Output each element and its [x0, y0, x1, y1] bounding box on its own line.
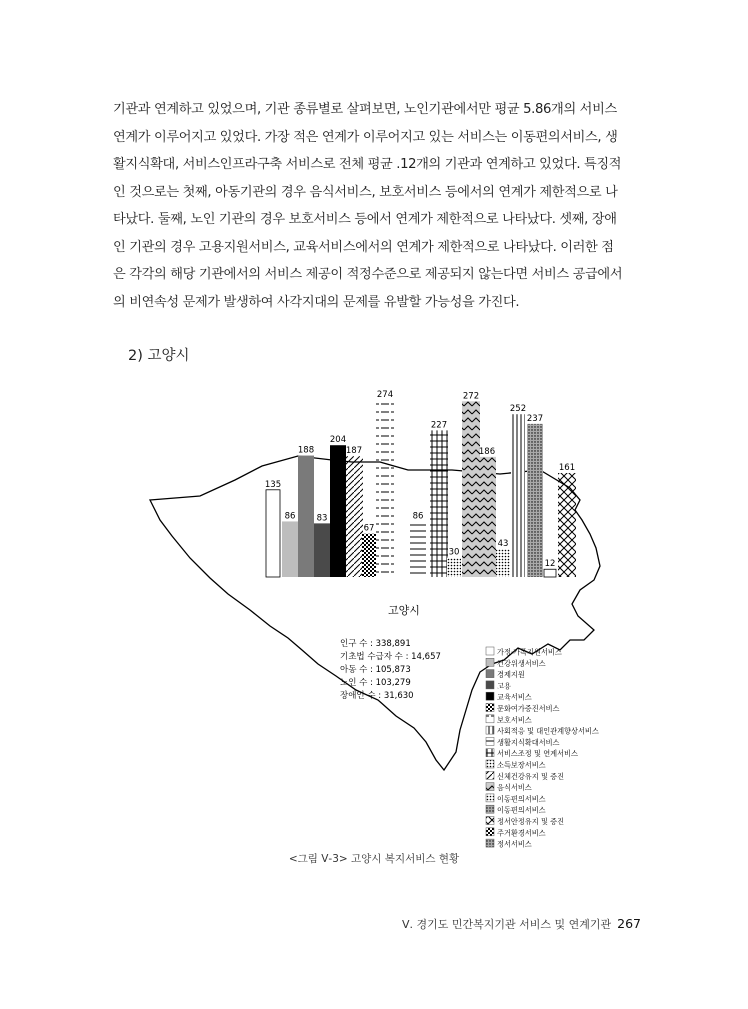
- legend-swatch: [486, 839, 494, 847]
- bar: [298, 456, 314, 577]
- legend-label: 고용: [497, 681, 511, 691]
- bar: [314, 523, 330, 577]
- bar-value-label: 135: [264, 479, 282, 490]
- legend-swatch: [486, 760, 494, 768]
- bar-value-label: 186: [478, 446, 496, 457]
- legend-label: 정서서비스: [497, 839, 532, 849]
- paragraph-line: 연계가 이루어지고 있었다. 가장 적은 연계가 이루어지고 있는 서비스는 이동편의서비스, 생: [113, 129, 618, 145]
- paragraph-line: 인 것으로는 첫째, 아동기관의 경우 음식서비스, 보호서비스 등에서의 연계가 제한적으로 나: [113, 184, 618, 200]
- page-number: 267: [617, 916, 641, 931]
- bar: [345, 456, 363, 577]
- legend-label: 사회적응 및 대인관계향상서비스: [497, 726, 599, 736]
- legend-swatch: [486, 681, 494, 689]
- legend-label: 서비스조정 및 연계서비스: [497, 749, 578, 759]
- footer-chapter: Ⅴ. 경기도 민간복지기관 서비스 및 연계기관: [401, 918, 612, 931]
- paragraph-line: 타났다. 둘째, 노인 기관의 경우 보호서비스 등에서 연계가 제한적으로 나타났다. 셋째, 장애: [113, 212, 617, 227]
- stat-line: 아동 수 : 105,873: [340, 665, 411, 675]
- map-title: 고양시: [388, 604, 420, 617]
- bar: [266, 490, 280, 577]
- bar-value-label: 12: [544, 559, 556, 570]
- legend-swatch: [486, 783, 494, 791]
- paragraph-line: 의 비연속성 문제가 발생하여 사각지대의 문제를 유발할 가능성을 가진다.: [113, 294, 520, 310]
- legend-swatch: [486, 749, 494, 757]
- legend-swatch: [486, 704, 494, 712]
- bar: [511, 414, 525, 577]
- legend-label: 가정·가족지원서비스: [497, 647, 562, 657]
- legend-label: 음식서비스: [497, 783, 532, 793]
- bar: [430, 430, 448, 577]
- bar: [447, 558, 461, 577]
- service-legend: [486, 647, 599, 849]
- bar: [558, 473, 576, 577]
- legend-label: 소득보장서비스: [497, 760, 546, 770]
- paragraph-line: 인 기관의 경우 고용지원서비스, 교육서비스에서의 연계가 제한적으로 나타났다. 이러한 점: [113, 239, 614, 255]
- legend-label: 건강위생서비스: [497, 658, 546, 668]
- legend-swatch: [486, 805, 494, 813]
- bar-chart: [265, 390, 576, 577]
- bar-value-label: 252: [509, 404, 527, 415]
- bar-value-label: 43: [497, 539, 509, 550]
- legend-label: 정서안정유지 및 증진: [497, 817, 565, 826]
- legend-label: 보호서비스: [497, 715, 532, 725]
- bar: [496, 549, 510, 577]
- legend-swatch: [486, 647, 494, 655]
- stat-line: 인구 수 : 338,891: [340, 639, 411, 649]
- legend-swatch: [486, 715, 494, 723]
- bar-value-label: 272: [462, 391, 480, 402]
- bar-value-label: 204: [329, 435, 347, 446]
- bar-value-label: 274: [376, 390, 394, 400]
- bar: [330, 445, 346, 577]
- legend-label: 이동편의서비스: [497, 805, 546, 815]
- bar-value-label: 86: [284, 511, 296, 522]
- bar: [410, 521, 426, 577]
- legend-swatch: [486, 658, 494, 666]
- legend-swatch: [486, 726, 494, 734]
- bar-value-label: 86: [412, 511, 424, 522]
- legend-label: 경제지원: [497, 670, 525, 680]
- legend-swatch: [486, 670, 494, 678]
- bar-value-label: 83: [316, 513, 328, 524]
- legend-swatch: [486, 737, 494, 745]
- stat-line: 노인 수 : 103,279: [340, 678, 411, 688]
- bar: [478, 457, 496, 577]
- legend-swatch: [486, 692, 494, 700]
- bar: [527, 424, 543, 577]
- bar: [544, 569, 556, 577]
- page-footer: [402, 916, 641, 932]
- bar-value-label: 237: [526, 413, 544, 424]
- population-stats: [340, 638, 441, 701]
- bar-value-label: 188: [297, 445, 315, 456]
- bar: [362, 534, 376, 577]
- stat-line: 기초법 수급자 수 : 14,657: [340, 652, 441, 662]
- stat-line: 장애인 수 : 31,630: [340, 691, 414, 701]
- legend-label: 이동편의서비스: [497, 794, 546, 804]
- paragraph-line: 기관과 연계하고 있었으며, 기관 종류별로 살펴보면, 노인기관에서만 평균 5.86개의 서비스: [113, 102, 617, 117]
- bar-value-label: 227: [430, 420, 448, 431]
- legend-label: 주거환경서비스: [497, 828, 546, 838]
- bar: [282, 521, 298, 577]
- bar-value-label: 30: [448, 547, 460, 558]
- bar-value-label: 161: [558, 462, 576, 473]
- legend-swatch: [486, 817, 494, 825]
- bar: [462, 401, 480, 577]
- paragraph-line: 은 각각의 해당 기관에서의 서비스 제공이 적정수준으로 제공되지 않는다면 서비스 공급에서: [113, 267, 623, 282]
- section-heading: 2) 고양시: [128, 348, 190, 364]
- legend-swatch: [486, 794, 494, 802]
- bar: [376, 400, 394, 577]
- figure-caption: <그림 Ⅴ-3> 고양시 복지서비스 현황: [288, 853, 460, 865]
- bar-value-label: 67: [363, 523, 375, 534]
- bar-value-label: 187: [345, 446, 363, 457]
- paragraph-line: 활지식확대, 서비스인프라구축 서비스로 전체 평균 .12개의 기관과 연계하고 있었다. 특징적: [113, 157, 622, 172]
- legend-label: 신체건강유지 및 증진: [497, 771, 565, 781]
- legend-swatch: [486, 828, 494, 836]
- legend-swatch: [486, 771, 494, 779]
- legend-label: 문화여가증진서비스: [497, 704, 560, 713]
- legend-label: 생활지식확대서비스: [497, 737, 560, 747]
- legend-label: 교육서비스: [497, 692, 532, 702]
